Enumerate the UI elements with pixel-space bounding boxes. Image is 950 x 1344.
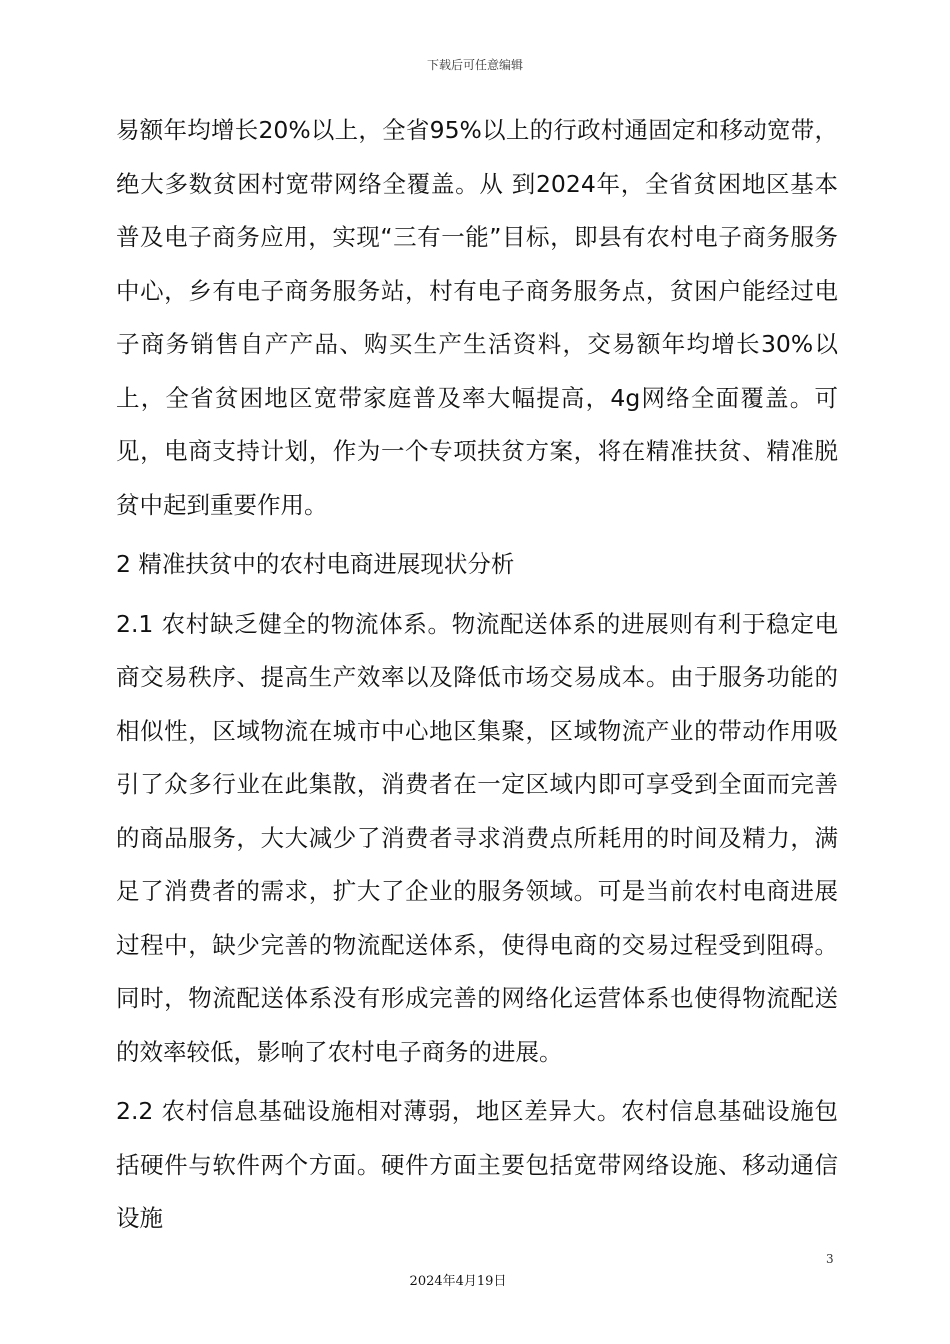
paragraph-section-2-1: 2.1 农村缺乏健全的物流体系。物流配送体系的进展则有利于稳定电商交易秩序、提高生产效率以及降低市场交易成本。由于服务功能的相似性，区域物流在城市中心地区集聚，区域物流产业的带动作用吸引了众多行业在此集散，消费者在一定区域内即可享受到全面而完善的商品服务，大大减少了消费者寻求消费点所耗用的时间及精力，满足了消费者的需求，扩大了企业的服务领域。可是当前农村电商进展过程中，缺少完善的物流配送体系，使得电商的交易过程受到阻碍。同时，物流配送体系没有形成完善的网络化运营体系也使得物流配送的效率较低，影响了农村电子商务的进展。 <box>116 609 838 1066</box>
paragraph-section-2-2: 2.2 农村信息基础设施相对薄弱，地区差异大。农村信息基础设施包括硬件与软件两个方面。硬件方面主要包括宽带网络设施、移动通信设施 <box>116 1097 838 1232</box>
page-number: 3 <box>826 1252 834 1266</box>
page-footer-date: 2024年4月19日 <box>409 1274 507 1289</box>
paragraph-intro: 易额年均增长20%以上，全省95%以上的行政村通固定和移动宽带，绝大多数贫困村宽带网络全覆盖。从 到2024年，全省贫困地区基本普及电子商务应用，实现“三有一能”目标，即县有农村电子商务服务中心，乡有电子商务服务站，村有电子商务服务点，贫困户能经过电子商务销售自产产品、购买生产生活资料，交易额年均增长30%以上，全省贫困地区宽带家庭普及率大幅提高，4g网络全面覆盖。可见，电商支持计划，作为一个专项扶贫方案，将在精准扶贫、精准脱贫中起到重要作用。 <box>116 116 838 519</box>
section-heading: 2 精准扶贫中的农村电商进展现状分析 <box>116 550 515 578</box>
document-body <box>116 104 838 1246</box>
page-header: 下载后可任意编辑 <box>426 58 523 72</box>
